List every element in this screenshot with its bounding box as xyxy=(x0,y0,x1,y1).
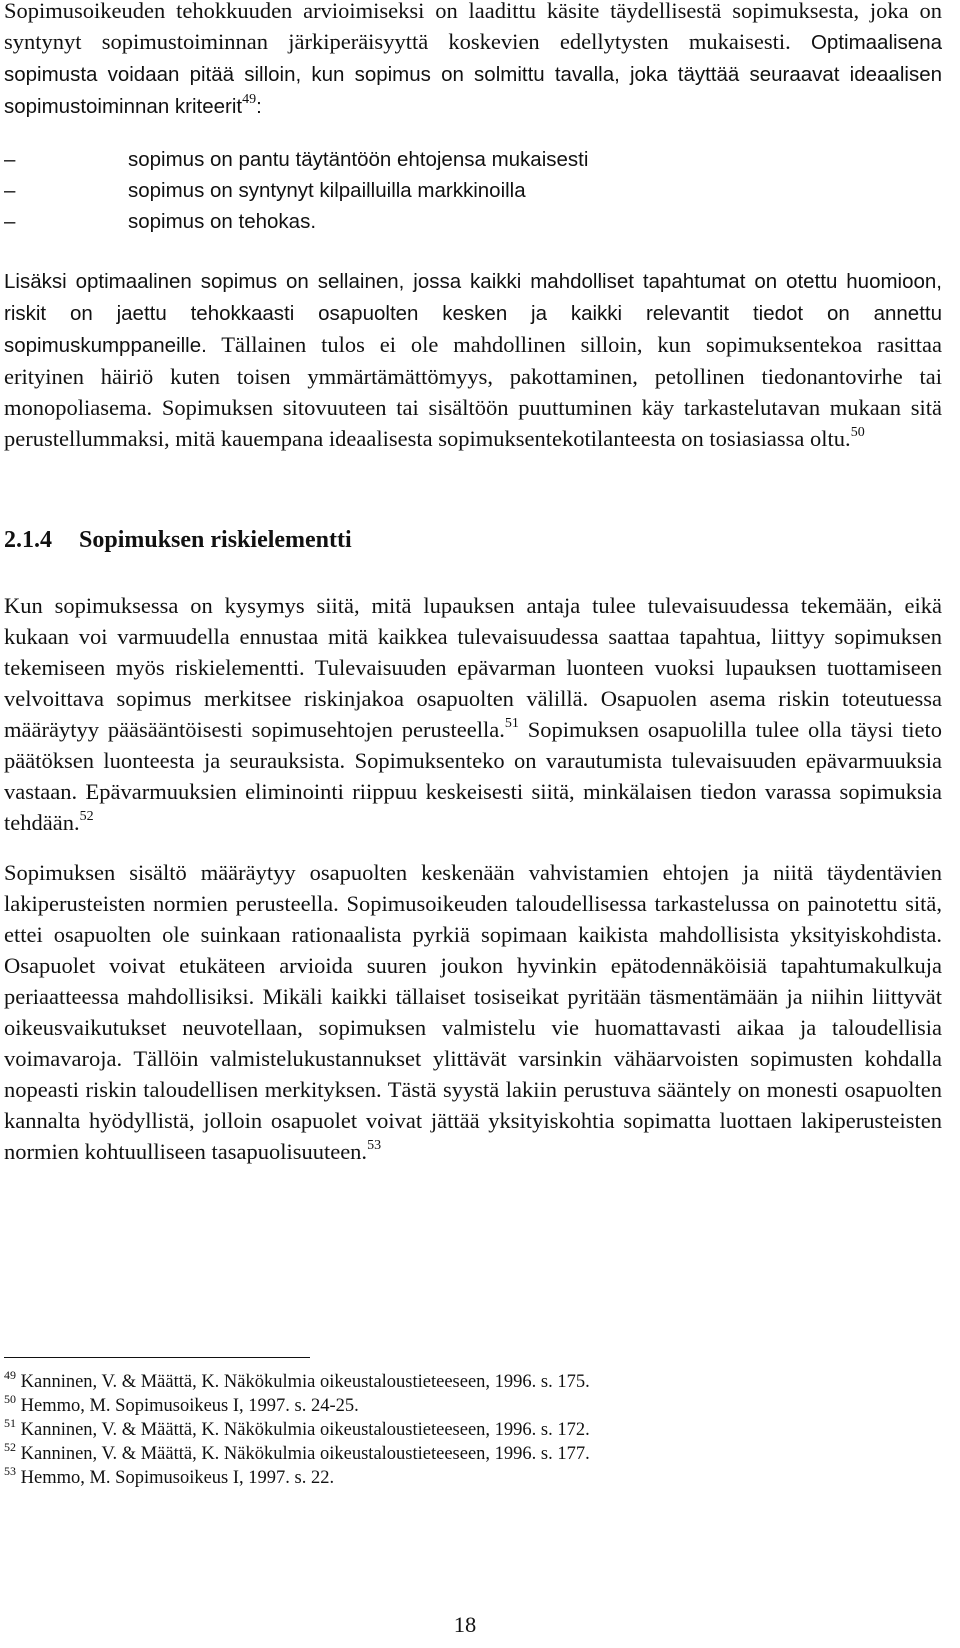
criteria-item-text: sopimus on pantu täytäntöön ehtojensa mukaisesti xyxy=(128,148,589,171)
footnote-number: 49 xyxy=(4,1367,16,1382)
criteria-item xyxy=(4,206,942,237)
footnote-text: Kanninen, V. & Määttä, K. Näkökulmia oikeustaloustieteeseen, 1996. s. 175. xyxy=(20,1372,590,1392)
section-number: 2.1.4 xyxy=(4,527,52,553)
footnote-ref-50[interactable]: 50 xyxy=(850,424,865,440)
footnote-text: Kanninen, V. & Määttä, K. Näkökulmia oikeustaloustieteeseen, 1996. s. 177. xyxy=(20,1444,590,1464)
criteria-item xyxy=(4,175,942,206)
intro-text-serif: Sopimusoikeuden tehokkuuden arvioimiseksi on laadittu käsite täydellisestä sopimuksesta, joka on syntynyt sopimustoiminnan järkiperäisyyttä koskevien edellytysten mukaisesti. xyxy=(4,0,942,54)
criteria-item-text: sopimus on tehokas. xyxy=(128,210,317,233)
footnote-ref-51[interactable]: 51 xyxy=(504,715,519,731)
footnote-text: Hemmo, M. Sopimusoikeus I, 1997. s. 24-25. xyxy=(20,1396,359,1416)
intro-text-sans: Optimaalisena sopimusta voidaan pitää silloin, kun sopimus on solmittu tavalla, joka täyttää seuraavat ideaalisen sopimustoiminnan kriteerit xyxy=(4,31,943,118)
footnote-number: 50 xyxy=(4,1391,16,1406)
criteria-list xyxy=(4,144,942,237)
dash-bullet-icon: – xyxy=(4,210,16,233)
contract-content-paragraph xyxy=(4,857,942,1167)
risk-element-paragraph xyxy=(4,590,942,838)
para2-text-serif: Tällainen tulos ei ole mahdollinen silloin, kun sopimuksentekoa rasittaa erityinen häiriö kuten toisen ymmärtämättömyys, pakottaminen, petollinen tiedonantovirhe tai monopoliasema. Sopimuksen sitovuuteen tai sisältöön puuttuminen käy tarkastelutavan mukaan sitä perustellummaksi, mitä kauempana ideaalisesta sopimuksentekotilanteesta on tosiasiassa oltu. xyxy=(4,332,942,451)
footnote-item xyxy=(4,1391,590,1418)
dash-bullet-icon: – xyxy=(4,179,16,202)
intro-paragraph xyxy=(4,0,942,122)
footnote-ref-52[interactable]: 52 xyxy=(79,808,94,824)
footnote-text: Hemmo, M. Sopimusoikeus I, 1997. s. 22. xyxy=(20,1468,335,1488)
footnotes-list xyxy=(4,1367,590,1490)
footnote-item xyxy=(4,1367,590,1394)
footnote-separator xyxy=(4,1357,310,1358)
footnote-text: Kanninen, V. & Määttä, K. Näkökulmia oikeustaloustieteeseen, 1996. s. 172. xyxy=(20,1420,590,1440)
optimal-contract-paragraph xyxy=(4,265,942,454)
criteria-item-text: sopimus on syntynyt kilpailluilla markkinoilla xyxy=(128,179,526,202)
footnote-number: 52 xyxy=(4,1439,16,1454)
para3-text-a: Kun sopimuksessa on kysymys siitä, mitä lupauksen antaja tulee tulevaisuudessa tekemään, eikä kukaan voi varmuudella ennustaa mitä kaikkea tulevaisuudessa saattaa tapahtua, liittyy sopimuksen tekemiseen myös riskielementti. Tulevaisuuden epävarman luonteen vuoksi lupauksen tuottamiseen velvoittava sopimus merkitsee riskinjakoa osapuolten välillä. Osapuolen asema riskin toteutuessa määräytyy pääsääntöisesti sopimusehtojen perusteella. xyxy=(4,593,942,742)
footnote-item xyxy=(4,1439,590,1466)
dash-bullet-icon: – xyxy=(4,148,16,171)
intro-text-end: : xyxy=(256,95,262,118)
footnote-item xyxy=(4,1463,590,1490)
para2-text-sans: Lisäksi optimaalinen sopimus on sellainen, jossa kaikki mahdolliset tapahtumat on otettu huomioon, riskit on jaettu tehokkaasti osapuolten kesken ja kaikki relevantit tiedot on annettu sopimuskumppaneille. xyxy=(4,270,942,357)
footnote-ref-53[interactable]: 53 xyxy=(367,1137,382,1153)
para4-text: Sopimuksen sisältö määräytyy osapuolten keskenään vahvistamien ehtojen ja niitä täydentävien lakiperusteisten normien perusteella. Sopimusoikeuden taloudellisessa tarkastelussa on painotettu sitä, ettei osapuolten ole suinkaan rationaalista pyrkiä sopimaan kaikista mahdollisista yksityiskohdista. Osapuolet voivat etukäteen arvioida suuren joukon hyvinkin epätodennäköisiä tapahtumakulkuja periaatteessa mahdollisiksi. Mikäli kaikki tällaiset tosiseikat pyritään täsmentämään ja niihin liittyvät oikeusvaikutukset neuvotellaan, sopimuksen valmistelu vie huomattavasti aikaa ja taloudellisia voimavaroja. Tällöin valmistelukustannukset ylittävät varsinkin vähäarvoisten sopimusten kohdalla nopeasti riskin taloudellisen merkityksen. Tästä syystä lakiin perustuva sääntely on monesti osapuolten kannalta hyödyllistä, jolloin osapuolet voivat jättää yksityiskohtia sopimatta luottaen lakiperusteisten normien kohtuulliseen tasapuolisuuteen. xyxy=(4,860,942,1164)
criteria-item xyxy=(4,144,942,175)
footnote-item xyxy=(4,1415,590,1442)
section-title: Sopimuksen riskielementti xyxy=(79,527,352,553)
para3-text-b: Sopimuksen osapuolilla tulee olla täysi tieto päätöksen luonteesta ja seurauksista. Sopimuksenteko on varautumista tulevaisuuden epävarmuuksia vastaan. Epävarmuuksien eliminointi riippuu keskeisesti siitä, minkälaisen tiedon varassa sopimuksia tehdään. xyxy=(4,717,943,835)
page-number: 18 xyxy=(453,1612,477,1637)
footnote-number: 53 xyxy=(4,1463,16,1478)
footnote-number: 51 xyxy=(4,1415,16,1430)
section-heading xyxy=(4,525,352,556)
footnote-ref-49[interactable]: 49 xyxy=(242,91,257,107)
